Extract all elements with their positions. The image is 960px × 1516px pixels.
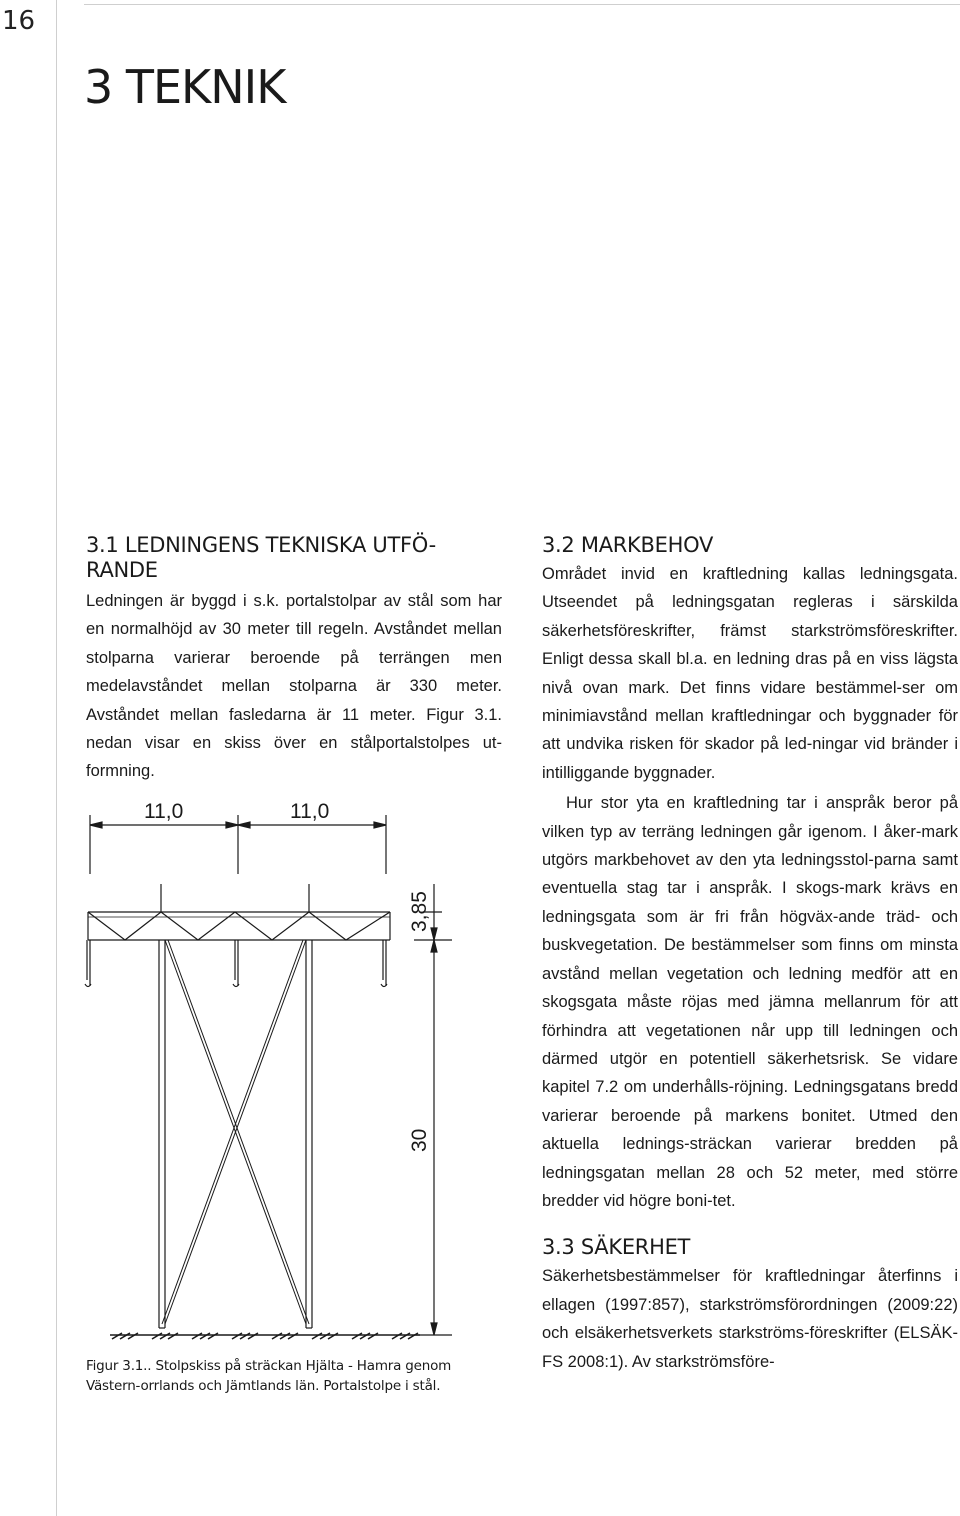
- insulator-right: [381, 940, 387, 987]
- right-column: [542, 533, 958, 1376]
- pylon-sketch: [80, 790, 460, 1350]
- section-32-heading: 3.2 MARKBEHOV: [542, 533, 714, 557]
- arrow-head: [238, 822, 250, 828]
- dimension-label-pole-height: 30: [408, 1128, 431, 1152]
- insulator-middle: [233, 940, 239, 987]
- dimension-label-crossarm-height: 3,85: [408, 891, 431, 932]
- page-number: 16: [2, 6, 36, 36]
- section-32-paragraph-2: Hur stor yta en kraftledning tar i anspråk beror på vilken typ av terräng ledningen går igenom. I åker-mark utgörs markbehovet av den yta ledningsstol-parna samt eventuella stag tar i anspråk. I skogs-mark krävs en ledningsgata som är fri från högväx-ande träd- och buskvegetation. De bestämmelser som finns om minsta avstånd mellan vegetation och ledning medför att en skogsgata måste röjas med jämna mellanrum för att förhindra att vegetationen når upp till ledningen och därmed utgör en potentiell säkerhetsrisk. Se vidare kapitel 7.2 om underhålls-röjning. Ledningsgatans bredd varierar beroende på markens bonitet. Utmed den aktuella lednings-sträckan varierar bredden på ledningsgatan mellan 28 och 52 meter, med större bredder vid högre boni-tet.: [542, 794, 958, 1210]
- figure-caption: Figur 3.1.. Stolpskiss på sträckan Hjälta - Hamra genom Västern-orrlands och Jämtlands län. Portalstolpe i stål.: [86, 1358, 452, 1394]
- section-31-body: Ledningen är byggd i s.k. portalstolpar av stål som har en normalhöjd av 30 meter till regeln. Avståndet mellan stolparna varierar beroende på terrängen men medelavståndet mellan stolparna är 330 meter. Avståndet mellan fasledarna är 11 meter. Figur 3.1. nedan visar en skiss över en stålportalstolpes ut-formning.: [86, 592, 502, 781]
- insulator-left: [85, 940, 91, 987]
- section-33-body: Säkerhetsbestämmelser för kraftledningar återfinns i ellagen (1997:857), starkströmsförordningen (2009:22) och elsäkerhetsverkets starkströms-föreskrifter (ELSÄK-FS 2008:1). Av starkströmsföre-: [542, 1267, 958, 1371]
- arrow-head: [374, 822, 386, 828]
- pylon-bracing: [162, 940, 309, 1324]
- section-32-paragraph-1: Området invid en kraftledning kallas ledningsgata. Utseendet på ledningsgatan regleras i särskilda säkerhetsföreskrifter, främst starkströmsföreskrifter. Enligt dessa skall bl.a. en ledning dras på en viss lägsta nivå ovan mark. Det finns vidare bestämmel-ser om minimiavstånd mellan kraftledningar och byggnader för att undvika risken för skador på led-ningar vid bränder i intilliggande byggnader.: [542, 565, 958, 782]
- ground-hatching: [110, 1333, 420, 1339]
- arrow-head: [90, 822, 102, 828]
- pylon-leg-right: [306, 940, 312, 1328]
- section-33-heading: 3.3 SÄKERHET: [542, 1235, 691, 1260]
- top-rule: [84, 4, 960, 5]
- chapter-title: 3 TEKNIK: [84, 60, 286, 114]
- arrow-head: [226, 822, 238, 828]
- dimension-line-vertical: [414, 884, 452, 1335]
- margin-rule: [56, 0, 57, 1516]
- crossarm-lattice: [88, 912, 390, 940]
- pylon-sketch-figure: [80, 790, 460, 1350]
- left-column: [86, 533, 502, 786]
- dimension-label-span-right: 11,0: [290, 800, 330, 823]
- section-31-heading: 3.1 LEDNINGENS TEKNISKA UTFÖ-RANDE: [86, 533, 436, 582]
- dimension-label-span-left: 11,0: [144, 800, 184, 823]
- pylon-leg-left: [159, 940, 165, 1328]
